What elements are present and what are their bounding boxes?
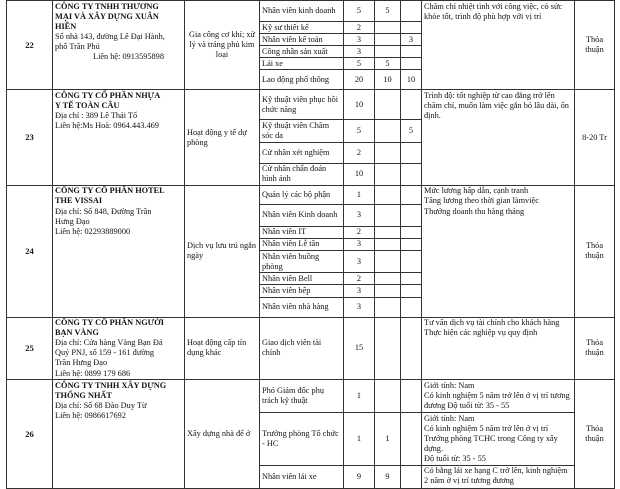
position-name: Cử nhân xét nghiệm bbox=[260, 142, 344, 163]
job-listings-table bbox=[6, 0, 615, 489]
position-name: Quản lý các bộ phận bbox=[260, 185, 344, 204]
quantity-trained bbox=[401, 285, 422, 297]
company-name bbox=[55, 318, 182, 338]
quantity-female bbox=[375, 142, 401, 163]
position-name: Nhân viên Kinh doanh bbox=[260, 204, 344, 226]
position-name: Cử nhân chẩn đoán hình ảnh bbox=[260, 163, 344, 185]
quantity-female bbox=[375, 273, 401, 285]
company-info bbox=[53, 317, 185, 380]
table-row bbox=[7, 380, 615, 413]
company-name-line: Y TẾ TOÀN CẦU bbox=[55, 101, 120, 111]
company-contact: Liên hệ: 0899 179 686 bbox=[55, 368, 131, 378]
table-row bbox=[7, 1, 615, 22]
quantity-total: 2 bbox=[344, 22, 375, 34]
company-contact: Liên hệ:Ms Hoà: 0964.443.469 bbox=[55, 121, 159, 131]
quantity-trained bbox=[401, 1, 422, 22]
position-name: Kỹ thuật viên phục hồi chức năng bbox=[260, 90, 344, 120]
business-field: Hoạt động cấp tín dụng khác bbox=[185, 317, 260, 380]
business-field: Gia công cơ khí; xử lý và tráng phủ kim loại bbox=[185, 1, 260, 90]
requirement-line: Trình độ: tốt nghiệp từ cao đẳng trở lên chăm chỉ, muốn làm việc gắn bó lâu dài, ổn định. bbox=[424, 90, 569, 121]
company-name-line: BẠN VÀNG bbox=[55, 328, 99, 338]
row-number: 26 bbox=[7, 380, 53, 489]
quantity-trained: 5 bbox=[401, 120, 422, 142]
company-contact: Liên hệ: 02293889000 bbox=[55, 226, 131, 236]
requirements bbox=[422, 185, 575, 317]
quantity-trained bbox=[401, 251, 422, 273]
business-field: Xây dựng nhà để ở bbox=[185, 380, 260, 489]
company-name-line: HIỀN bbox=[55, 21, 77, 31]
position-name: Nhân viên kế toán bbox=[260, 34, 344, 46]
quantity-total: 1 bbox=[344, 185, 375, 204]
table-row bbox=[7, 90, 615, 120]
company-name-line: THỐNG NHẤT bbox=[55, 390, 112, 400]
salary: Thỏa thuận bbox=[575, 1, 615, 90]
position-name: Nhân viên IT bbox=[260, 226, 344, 238]
company-contact: Liên hệ: 0913595898 bbox=[93, 52, 164, 62]
requirement-line: Thưởng doanh thu hàng tháng bbox=[424, 206, 525, 216]
requirements bbox=[422, 380, 575, 413]
quantity-female bbox=[375, 34, 401, 46]
row-number: 22 bbox=[7, 1, 53, 90]
quantity-trained: 10 bbox=[401, 70, 422, 90]
company-name-line: THE VISSAI bbox=[55, 196, 103, 206]
company-address: phố Trần Phú bbox=[55, 41, 100, 51]
company-name bbox=[55, 381, 182, 401]
quantity-female bbox=[375, 90, 401, 120]
position-name: Giao dịch viên tài chính bbox=[260, 317, 344, 380]
position-name: Nhân viên Lễ tân bbox=[260, 238, 344, 250]
quantity-trained bbox=[401, 297, 422, 317]
quantity-female: 10 bbox=[375, 70, 401, 90]
quantity-total: 2 bbox=[344, 142, 375, 163]
quantity-trained bbox=[401, 46, 422, 58]
position-name: Nhân viên kinh doanh bbox=[260, 1, 344, 22]
quantity-female bbox=[375, 226, 401, 238]
company-name-line: CÔNG TY TNHH XÂY DỰNG bbox=[55, 380, 167, 390]
requirements bbox=[422, 1, 575, 90]
quantity-female bbox=[375, 185, 401, 204]
quantity-total: 3 bbox=[344, 34, 375, 46]
quantity-total: 2 bbox=[344, 226, 375, 238]
company-name-line: CÔNG TY CỔ PHẦN NHỰA bbox=[55, 90, 161, 100]
company-info bbox=[53, 1, 185, 90]
quantity-total: 10 bbox=[344, 90, 375, 120]
quantity-female bbox=[375, 163, 401, 185]
quantity-trained bbox=[401, 142, 422, 163]
quantity-total: 20 bbox=[344, 70, 375, 90]
quantity-female bbox=[375, 317, 401, 380]
company-address: Quý PNJ, số 159 - 161 đường bbox=[55, 348, 155, 358]
requirement-line: Có bằng lái xe hạng C trở lên, kinh nghiệm 2 năm ở vị trí tương đương bbox=[424, 466, 568, 486]
company-name bbox=[55, 2, 182, 32]
quantity-female bbox=[375, 120, 401, 142]
quantity-trained bbox=[401, 273, 422, 285]
quantity-female bbox=[375, 22, 401, 34]
row-number: 25 bbox=[7, 317, 53, 380]
company-address: Địa chỉ: Số 68 Đào Duy Từ bbox=[55, 400, 147, 410]
table-row bbox=[7, 185, 615, 204]
quantity-total: 3 bbox=[344, 46, 375, 58]
requirement-line: Giới tính: Nam bbox=[424, 413, 475, 423]
company-name-line: CÔNG TY CỔ PHẦN NGƯỜI bbox=[55, 318, 164, 328]
company-info bbox=[53, 90, 185, 185]
quantity-trained bbox=[401, 465, 422, 488]
quantity-total: 3 bbox=[344, 297, 375, 317]
table-row bbox=[7, 317, 615, 380]
quantity-female: 1 bbox=[375, 413, 401, 466]
position-name: Kỹ thuật viên Chăm sóc da bbox=[260, 120, 344, 142]
quantity-female bbox=[375, 285, 401, 297]
position-name: Nhân viên nhà hàng bbox=[260, 297, 344, 317]
quantity-trained bbox=[401, 238, 422, 250]
quantity-female: 9 bbox=[375, 465, 401, 488]
quantity-trained bbox=[401, 185, 422, 204]
quantity-total: 15 bbox=[344, 317, 375, 380]
position-name: Lái xe bbox=[260, 58, 344, 70]
position-name: Nhân viên lái xe bbox=[260, 465, 344, 488]
position-name: Công nhân sản xuất bbox=[260, 46, 344, 58]
position-name: Nhân viên bếp bbox=[260, 285, 344, 297]
company-info bbox=[53, 380, 185, 489]
salary: 8-20 Tr bbox=[575, 90, 615, 185]
requirement-line: Có kinh nghiệm 5 năm trở lên ở vị trí Trưởng phòng TCHC trong Công ty xây dựng. bbox=[424, 423, 558, 454]
requirement-line: Chăm chỉ nhiệt tình với công việc, có sức khỏe tốt, trình độ phù hợp với vị trí bbox=[424, 1, 563, 21]
company-address: Địa chỉ: Cửa hàng Vàng Bạn Đá bbox=[55, 338, 163, 348]
quantity-total: 1 bbox=[344, 380, 375, 413]
row-number: 23 bbox=[7, 90, 53, 185]
quantity-trained bbox=[401, 163, 422, 185]
quantity-trained bbox=[401, 317, 422, 380]
company-name-line: CÔNG TY CỔ PHẦN HOTEL bbox=[55, 186, 165, 196]
requirements bbox=[422, 90, 575, 185]
quantity-total: 1 bbox=[344, 413, 375, 466]
salary: Thỏa thuận bbox=[575, 317, 615, 380]
quantity-total: 3 bbox=[344, 204, 375, 226]
requirement-line: Thực hiện các nghiệp vụ quy định bbox=[424, 328, 538, 338]
position-name: Kỹ sư thiết kế bbox=[260, 22, 344, 34]
quantity-trained bbox=[401, 58, 422, 70]
company-name-line: MẠI VÀ XÂY DỰNG XUÂN bbox=[55, 11, 159, 21]
quantity-trained bbox=[401, 413, 422, 466]
position-name: Phó Giám đốc phụ trách kỹ thuật bbox=[260, 380, 344, 413]
quantity-trained bbox=[401, 204, 422, 226]
company-address: Số nhà 143, đường Lê Đại Hành, bbox=[55, 31, 165, 41]
company-address: Trần Hưng Đạo bbox=[55, 358, 108, 368]
quantity-trained: 3 bbox=[401, 34, 422, 46]
quantity-total: 9 bbox=[344, 465, 375, 488]
requirement-line: Có kinh nghiệm 5 năm trở lên ở vị trí tương đương Độ tuổi từ: 35 - 55 bbox=[424, 390, 570, 410]
company-address: Hưng Đạo bbox=[55, 216, 90, 226]
quantity-total: 5 bbox=[344, 120, 375, 142]
requirement-line: Tăng lương theo thời gian làmviệc bbox=[424, 196, 539, 206]
requirement-line: Tư vấn dịch vụ tài chính cho khách hàng bbox=[424, 318, 560, 328]
requirements bbox=[422, 413, 575, 466]
position-name: Nhân viên Bell bbox=[260, 273, 344, 285]
quantity-trained bbox=[401, 380, 422, 413]
quantity-female: 5 bbox=[375, 58, 401, 70]
company-name bbox=[55, 186, 182, 206]
quantity-trained bbox=[401, 22, 422, 34]
quantity-female bbox=[375, 204, 401, 226]
salary: Thỏa thuận bbox=[575, 185, 615, 317]
requirements bbox=[422, 465, 575, 488]
requirement-line: Giới tính: Nam bbox=[424, 380, 475, 390]
quantity-total: 5 bbox=[344, 58, 375, 70]
business-field: Dịch vụ lưu trú ngắn ngày bbox=[185, 185, 260, 317]
quantity-trained bbox=[401, 90, 422, 120]
quantity-total: 3 bbox=[344, 251, 375, 273]
requirements bbox=[422, 317, 575, 380]
quantity-total: 3 bbox=[344, 285, 375, 297]
requirement-line: Mức lương hấp dẫn, cạnh tranh bbox=[424, 186, 529, 196]
company-name bbox=[55, 91, 182, 111]
position-name: Trưởng phòng Tổ chức - HC bbox=[260, 413, 344, 466]
position-name: Nhân viên buồng phòng bbox=[260, 251, 344, 273]
row-number: 24 bbox=[7, 185, 53, 317]
quantity-trained bbox=[401, 226, 422, 238]
quantity-female bbox=[375, 297, 401, 317]
quantity-female bbox=[375, 380, 401, 413]
company-info bbox=[53, 185, 185, 317]
company-contact: Liên hệ: 0986617692 bbox=[55, 411, 126, 421]
salary: Thỏa thuận bbox=[575, 380, 615, 489]
quantity-total: 2 bbox=[344, 273, 375, 285]
quantity-total: 10 bbox=[344, 163, 375, 185]
business-field: Hoạt động y tế dự phòng bbox=[185, 90, 260, 185]
quantity-female bbox=[375, 238, 401, 250]
quantity-total: 5 bbox=[344, 1, 375, 22]
company-name-line: CÔNG TY TNHH THƯƠNG bbox=[55, 1, 159, 11]
quantity-female bbox=[375, 251, 401, 273]
position-name: Lao động phổ thông bbox=[260, 70, 344, 90]
company-address: Địa chỉ: Số 848, Đường Trần bbox=[55, 206, 152, 216]
requirement-line: Độ tuổi từ: 35 - 55 bbox=[424, 454, 486, 464]
quantity-total: 3 bbox=[344, 238, 375, 250]
quantity-female: 5 bbox=[375, 1, 401, 22]
company-address: Địa chỉ : 389 Lê Thái Tổ bbox=[55, 111, 138, 121]
quantity-female bbox=[375, 46, 401, 58]
